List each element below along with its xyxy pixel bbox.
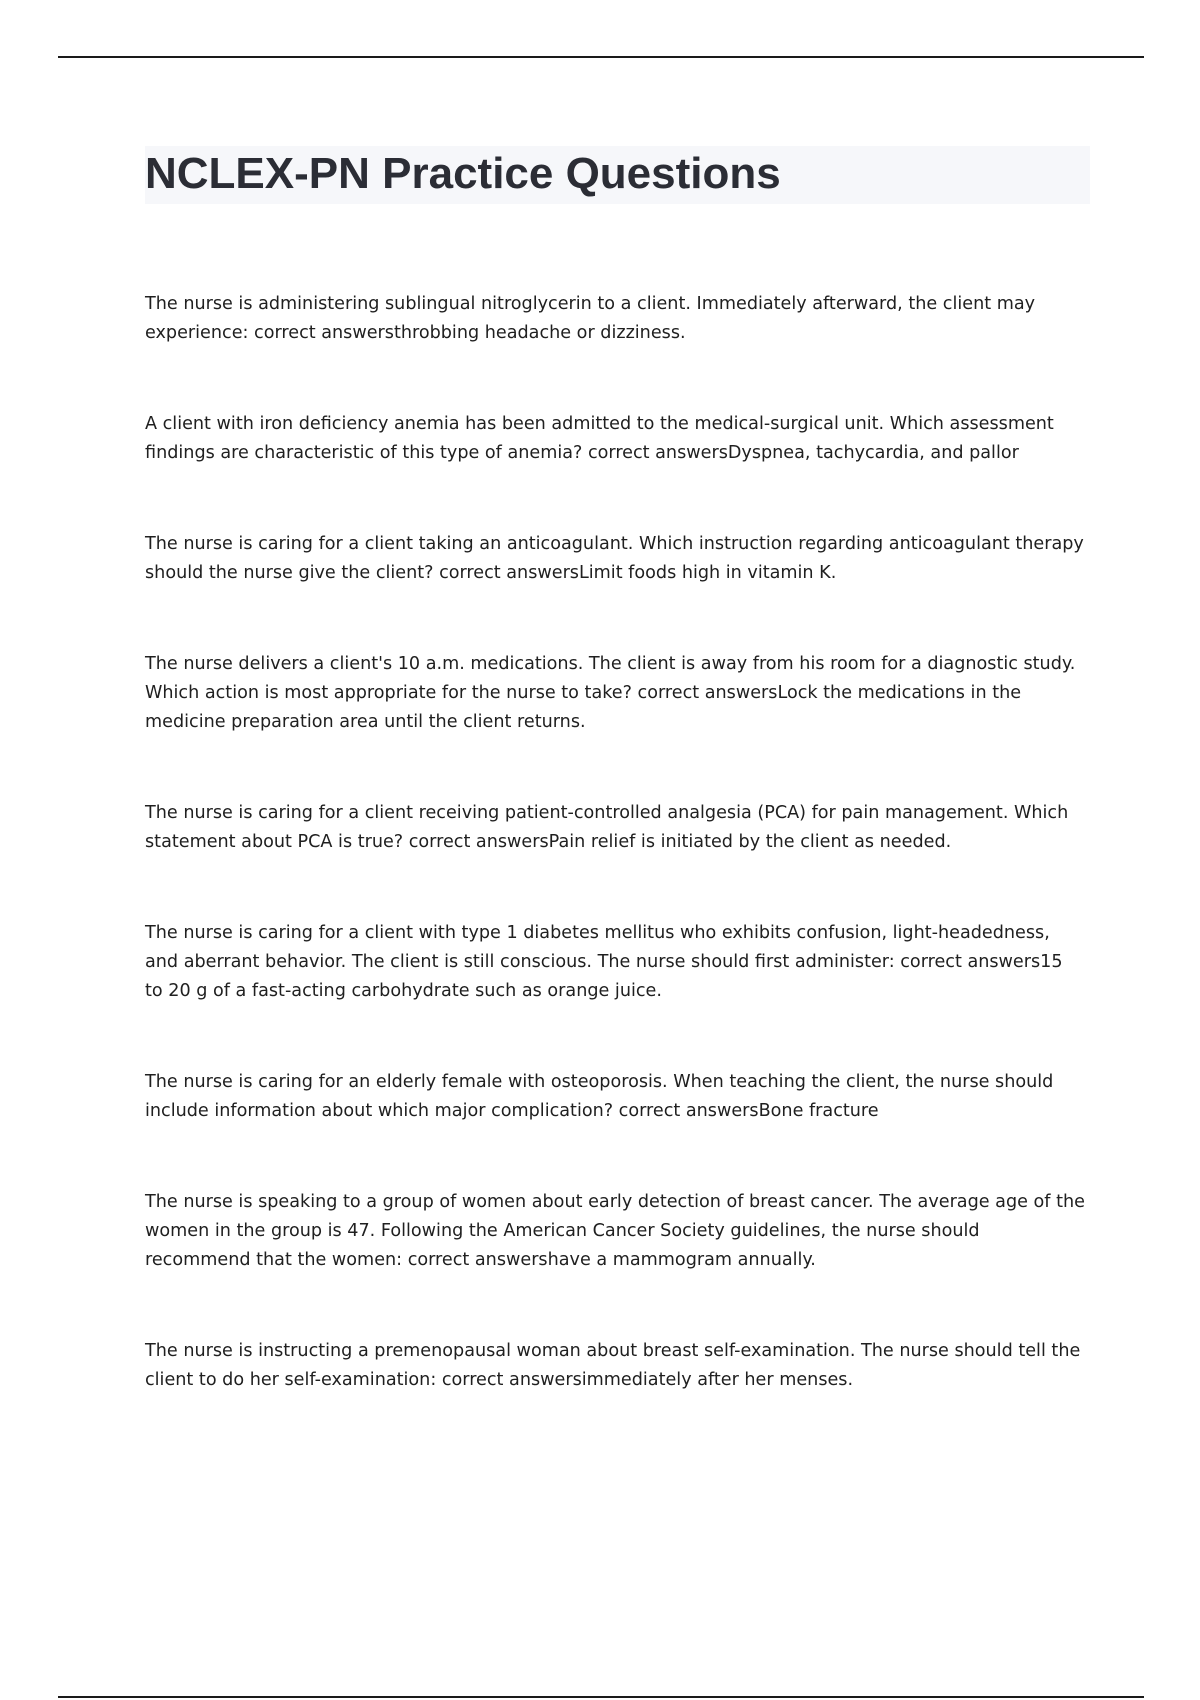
question-item: The nurse is caring for a client receiving patient-controlled analgesia (PCA) for pain management. Which statement about PCA is true? correct answersPain relief is initiated by the client as needed.	[145, 803, 1069, 852]
question-item: The nurse is caring for a client taking an anticoagulant. Which instruction regarding anticoagulant therapy should the nurse give the client? correct answersLimit foods high in vitamin K.	[145, 534, 1084, 583]
question-item: The nurse delivers a client's 10 a.m. medications. The client is away from his room for a diagnostic study. Which action is most appropriate for the nurse to take? correct answersLock the medications in the medicine preparation area until the client returns.	[145, 654, 1076, 732]
bottom-rule	[58, 1696, 1144, 1698]
question-item: A client with iron deficiency anemia has been admitted to the medical-surgical unit. Which assessment findings are characteristic of this type of anemia? correct answersDyspnea, tachycardia, and pallor	[145, 414, 1054, 463]
question-item: The nurse is caring for a client with type 1 diabetes mellitus who exhibits confusion, light-headedness, and aberrant behavior. The client is still conscious. The nurse should first administer: correct answers15 to 20 g of a fast-acting carbohydrate such as orange juice.	[145, 923, 1063, 1001]
question-item: The nurse is caring for an elderly female with osteoporosis. When teaching the client, the nurse should include information about which major complication? correct answersBone fracture	[145, 1072, 1054, 1121]
question-item: The nurse is speaking to a group of women about early detection of breast cancer. The average age of the women in the group is 47. Following the American Cancer Society guidelines, the nurse should recommend that the women: correct answershave a mammogram annually.	[145, 1192, 1085, 1270]
page-title: NCLEX-PN Practice Questions	[145, 149, 781, 198]
top-rule	[58, 56, 1144, 58]
question-item: The nurse is instructing a premenopausal woman about breast self-examination. The nurse should tell the client to do her self-examination: correct answersimmediately after her menses.	[145, 1341, 1081, 1390]
question-item: The nurse is administering sublingual nitroglycerin to a client. Immediately afterward, the client may experience: correct answersthrobbing headache or dizziness.	[145, 294, 1036, 343]
